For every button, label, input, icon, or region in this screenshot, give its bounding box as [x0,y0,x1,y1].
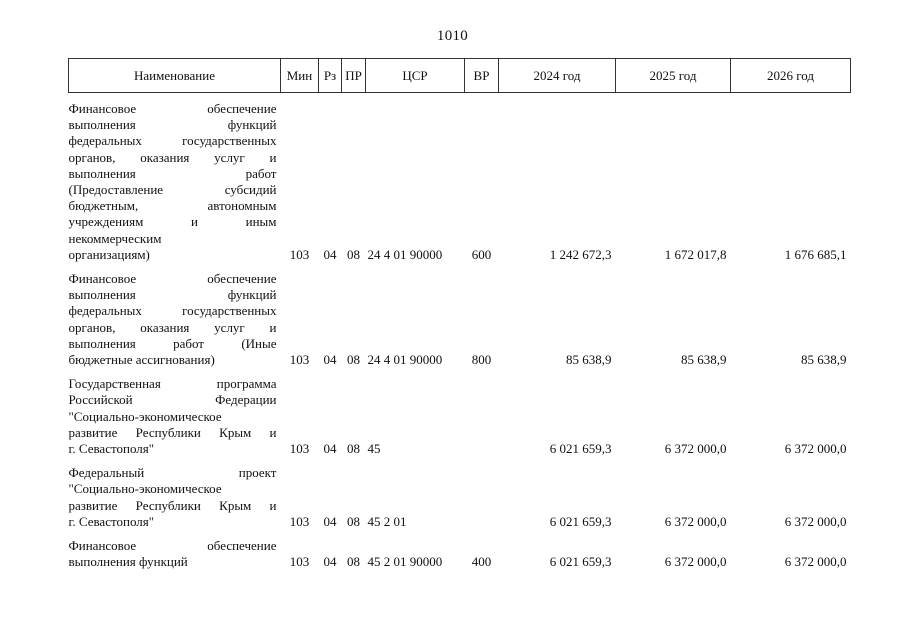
name-line: учреждениям и иным [68,214,277,230]
name-line: организациям) [68,246,150,262]
header-min: Мин [281,59,319,93]
name-line: Финансовое обеспечение [68,101,277,116]
name-line: выполнения работ [68,165,277,181]
table-row [69,93,851,272]
name-line: выполнения работ (Иные [68,335,277,351]
table-row [69,271,851,376]
table-body [69,93,851,571]
name-line: выполнения функций [68,554,188,570]
name-line: бюджетным, автономным [68,198,277,214]
cell-vr: 600 [471,246,492,262]
cell-rz: 04 [323,513,337,529]
cell-min: 103 [289,513,310,529]
cell-2026: 1 676 685,1 [784,246,847,262]
header-csr: ЦСР [366,59,465,93]
cell-min: 103 [289,554,310,570]
table-row [69,465,851,538]
header-rz: Рз [319,59,342,93]
cell-min: 103 [289,246,310,262]
table-header-row [69,59,851,93]
budget-table [68,58,851,570]
name-line: Государственная программа [68,376,277,392]
cell-pr: 08 [347,352,360,368]
cell-name [69,271,281,376]
name-line: Финансовое обеспечение [68,271,277,287]
name-line: федеральных государственных [68,133,277,149]
header-vr: ВР [465,59,499,93]
name-line: Российской Федерации [68,392,277,408]
cell-rz: 04 [323,441,337,457]
cell-2025: 6 372 000,0 [664,441,727,457]
cell-2026: 6 372 000,0 [784,554,847,570]
header-year-2025: 2025 год [616,59,731,93]
cell-2025: 85 638,9 [681,352,727,368]
cell-2024: 85 638,9 [566,352,612,368]
header-year-2024: 2024 год [499,59,616,93]
cell-name [69,538,281,570]
table-row [69,538,851,570]
cell-rz: 04 [323,554,337,570]
cell-min: 103 [289,441,310,457]
cell-2026: 6 372 000,0 [784,441,847,457]
cell-pr: 08 [347,441,360,457]
name-line: развитие Республики Крым и [68,497,277,513]
cell-name [69,93,281,272]
cell-min: 103 [289,352,310,368]
cell-vr [465,376,499,465]
cell-2024: 6 021 659,3 [549,441,612,457]
cell-csr: 45 2 01 [367,513,407,529]
cell-vr: 800 [471,352,492,368]
cell-2025: 6 372 000,0 [664,554,727,570]
name-line: г. Севастополя" [68,513,155,529]
name-line: бюджетные ассигнования) [68,352,215,368]
name-line: выполнения функций [68,117,277,133]
cell-2024: 1 242 672,3 [549,246,612,262]
name-line: развитие Республики Крым и [68,424,277,440]
cell-vr [465,465,499,538]
cell-2026: 85 638,9 [801,352,847,368]
cell-csr: 45 2 01 90000 [367,554,443,570]
cell-2025: 1 672 017,8 [664,246,727,262]
name-line: федеральных государственных [68,303,277,319]
name-line: "Социально-экономическое [68,408,222,424]
name-line: (Предоставление субсидий [68,182,277,198]
cell-2026: 6 372 000,0 [784,513,847,529]
name-line: Федеральный проект [68,465,277,481]
page-number: 1010 [436,28,469,44]
name-line: органов, оказания услуг и [68,319,277,335]
name-line: "Социально-экономическое [68,481,222,497]
name-line: органов, оказания услуг и [68,149,277,165]
cell-name [69,376,281,465]
cell-vr: 400 [471,554,492,570]
cell-csr: 45 [367,441,381,457]
name-line: г. Севастополя" [68,441,155,457]
cell-csr: 24 4 01 90000 [367,246,443,262]
cell-csr: 24 4 01 90000 [367,352,443,368]
cell-rz: 04 [323,352,337,368]
header-name: Наименование [69,59,281,93]
header-pr: ПР [342,59,366,93]
name-line: Финансовое обеспечение [68,538,277,554]
name-line: некоммерческим [68,230,162,246]
name-line: выполнения функций [68,287,277,303]
cell-rz: 04 [323,246,337,262]
cell-pr: 08 [347,513,360,529]
cell-pr: 08 [347,554,360,570]
cell-2024: 6 021 659,3 [549,554,612,570]
header-year-2026: 2026 год [731,59,851,93]
table-row [69,376,851,465]
cell-pr: 08 [347,246,360,262]
cell-name [69,465,281,538]
cell-2025: 6 372 000,0 [664,513,727,529]
cell-2024: 6 021 659,3 [549,513,612,529]
